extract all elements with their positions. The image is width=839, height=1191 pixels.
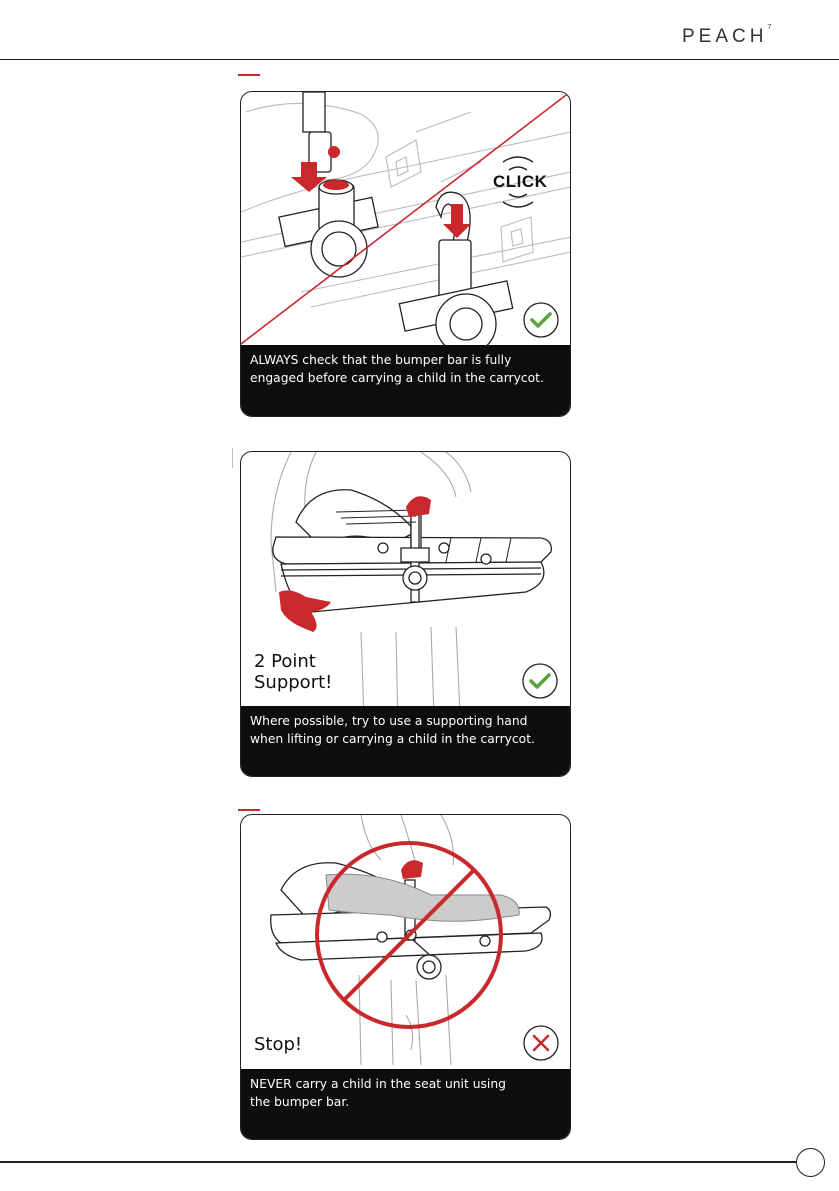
caption-line: when lifting or carrying a child in the carrycot. [250,732,535,746]
panel-never-seat-unit [240,814,571,1140]
panel-caption [241,706,570,776]
headline-line: 2 Point [254,651,316,672]
section-marker [238,809,260,811]
caption-line: Where possible, try to use a supporting hand [250,714,528,728]
section-marker [232,448,233,468]
brand-logo [682,26,771,48]
caption-line: engaged before carrying a child in the carrycot. [250,371,544,385]
section-marker [238,74,260,76]
headline-line: Stop! [254,1034,303,1055]
header-divider [0,59,839,60]
brand-name: PEACH [682,26,768,47]
panel-caption [241,345,570,416]
headline [254,651,332,693]
caption-line: NEVER carry a child in the seat unit using [250,1077,506,1091]
caption-line: the bumper bar. [250,1095,350,1109]
footer-divider [0,1161,800,1163]
page-number-circle [796,1148,825,1177]
caption-line: ALWAYS check that the bumper bar is fully [250,353,512,367]
headline-line: Support! [254,672,333,693]
panel-caption [241,1069,570,1139]
headline [254,1034,302,1055]
panel-two-point-support [240,451,571,777]
panel-bumper-bar-check [240,91,571,417]
click-sound-label: CLICK [493,172,548,191]
brand-mark: 7 [767,24,772,31]
